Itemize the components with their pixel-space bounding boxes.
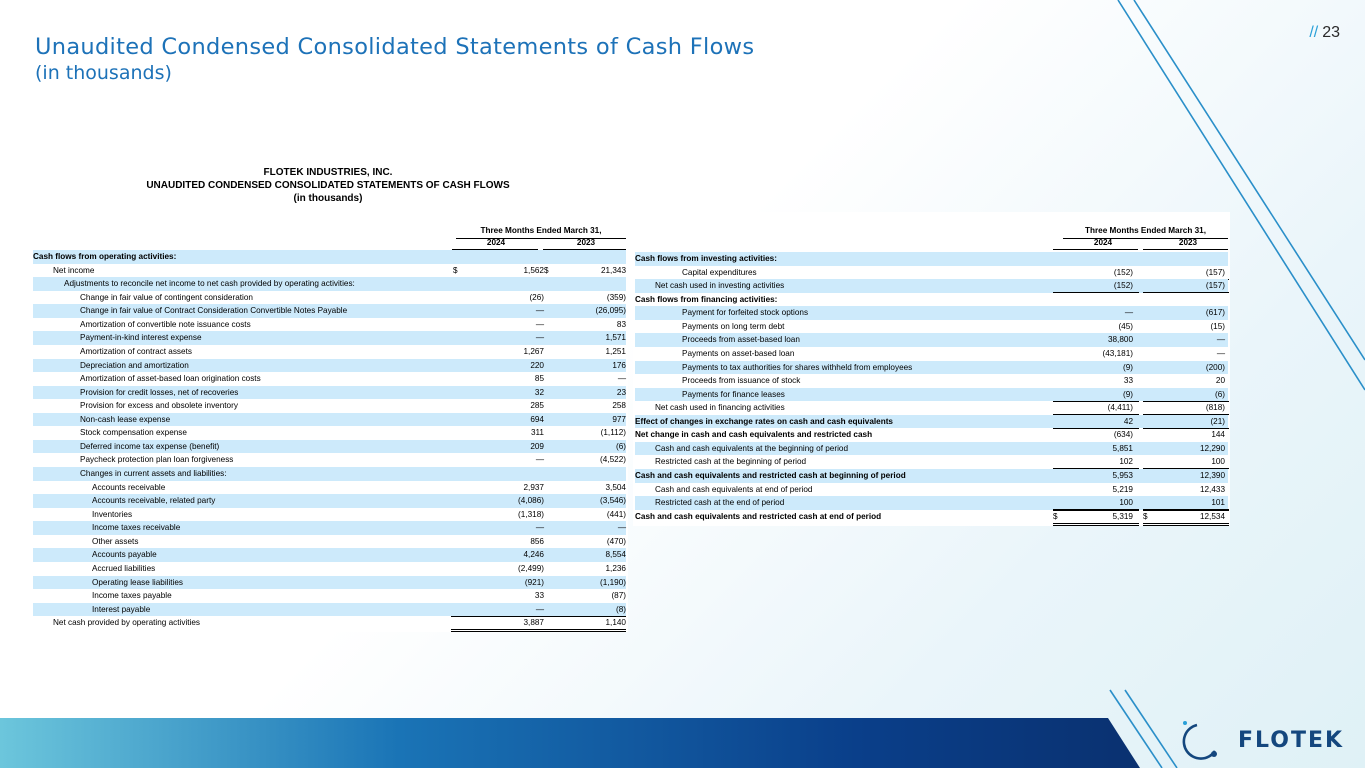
slide-title: Unaudited Condensed Consolidated Statements of Cash Flows [35, 34, 755, 60]
value-2024: (43,181) [1102, 348, 1133, 358]
table-row [33, 589, 626, 603]
table-row [635, 496, 1228, 510]
row-label: Amortization of convertible note issuance costs [80, 319, 251, 329]
row-label: Net cash used in investing activities [655, 281, 785, 291]
company-name: FLOTEK INDUSTRIES, INC. [263, 167, 393, 178]
row-label: Paycheck protection plan loan forgiveness [80, 455, 234, 465]
value-2023: (1,190) [600, 577, 626, 587]
table-row [635, 388, 1228, 402]
value-2023: — [1216, 348, 1225, 358]
value-2024: 33 [534, 591, 544, 601]
table-row [33, 372, 626, 386]
row-label: Proceeds from asset-based loan [682, 335, 800, 345]
table-row [33, 318, 626, 332]
row-label: Provision for excess and obsolete inventory [80, 401, 238, 411]
value-2024: — [535, 523, 544, 533]
row-label: Other assets [92, 536, 139, 546]
table-row [635, 266, 1228, 280]
value-2023: (818) [1205, 403, 1225, 413]
value-2023: (21) [1210, 416, 1225, 426]
value-2023: (6) [1214, 389, 1225, 399]
row-label: Change in fair value of Contract Consideration Convertible Notes Payable [80, 306, 348, 316]
value-2023: (617) [1205, 308, 1225, 318]
value-2024: 285 [530, 401, 544, 411]
table-row [33, 481, 626, 495]
table-row [635, 510, 1228, 524]
row-label: Operating lease liabilities [92, 577, 184, 587]
year-2023-header-right: 2023 [1178, 238, 1198, 247]
value-2023: (157) [1205, 267, 1225, 277]
row-label: Inventories [92, 509, 133, 519]
value-2024: 311 [530, 428, 544, 438]
row-label: Stock compensation expense [80, 428, 187, 438]
row-label: Payment-in-kind interest expense [80, 333, 202, 343]
value-2023: — [617, 523, 626, 533]
row-label: Payments on long term debt [682, 321, 785, 331]
table-row [635, 347, 1228, 361]
value-2024: 220 [530, 360, 544, 370]
table-row [33, 413, 626, 427]
total-rule-top [451, 616, 543, 617]
table-row [33, 250, 626, 264]
investing-financing-panel [633, 212, 1230, 526]
table-row [635, 320, 1228, 334]
row-label: Change in fair value of contingent consideration [80, 292, 253, 302]
table-row [635, 455, 1228, 469]
page-slashes: // [1309, 24, 1319, 41]
value-2023: (359) [606, 292, 626, 302]
value-2023: 12,390 [1199, 471, 1225, 480]
table-row [635, 469, 1228, 483]
value-2024: 2,937 [523, 482, 544, 492]
row-label: Payments for finance leases [682, 389, 785, 399]
row-label: Amortization of contract assets [80, 346, 192, 356]
value-2024: (634) [1113, 430, 1133, 440]
flotek-logo-icon [1176, 718, 1234, 768]
value-2024: 42 [1123, 416, 1133, 426]
table-row [635, 401, 1228, 415]
value-2024: — [535, 319, 544, 329]
value-2024: 4,246 [523, 550, 544, 560]
value-2023: (3,546) [600, 496, 626, 506]
dollar-sign: $ [544, 265, 549, 275]
value-2024: (9) [1122, 362, 1133, 372]
row-label: Interest payable [92, 604, 151, 614]
row-label: Deferred income tax expense (benefit) [80, 441, 220, 451]
value-2023: 8,554 [605, 550, 626, 560]
value-2023: 12,290 [1199, 443, 1225, 453]
row-label: Net change in cash and cash equivalents and restricted cash [635, 430, 873, 440]
page-number [1309, 24, 1340, 42]
value-2024: 100 [1119, 498, 1133, 508]
table-row [635, 306, 1228, 320]
table-row [635, 374, 1228, 388]
value-2023: 12,433 [1199, 484, 1225, 494]
value-2024: (26) [529, 292, 544, 302]
table-row [635, 442, 1228, 456]
value-2023: 83 [616, 319, 626, 329]
value-2023: 12,534 [1199, 511, 1225, 521]
table-row [635, 252, 1228, 266]
value-2023: 23 [616, 387, 626, 397]
value-2024: 1,562 [523, 265, 544, 275]
table-row [33, 603, 626, 617]
row-label: Accounts receivable, related party [92, 496, 216, 506]
row-label: Accrued liabilities [92, 563, 156, 573]
row-label: Capital expenditures [682, 267, 757, 277]
row-label: Cash and cash equivalents at the beginning of period [655, 443, 848, 453]
footer-band [0, 718, 1365, 768]
value-2024: 85 [534, 374, 544, 384]
value-2023: — [617, 374, 626, 384]
row-label: Effect of changes in exchange rates on cash and cash equivalents [635, 416, 893, 426]
table-row [33, 345, 626, 359]
value-2023: (157) [1205, 281, 1225, 291]
table-row [33, 359, 626, 373]
value-2024: 856 [530, 536, 544, 546]
row-label: Changes in current assets and liabilities: [80, 469, 227, 478]
row-label: Restricted cash at the beginning of period [655, 457, 807, 467]
dollar-sign: $ [453, 265, 458, 275]
table-row [635, 415, 1228, 429]
value-2023: — [1216, 335, 1225, 345]
value-2023: (15) [1210, 321, 1225, 331]
row-label: Net cash provided by operating activities [53, 618, 200, 628]
total-rule-double [1143, 523, 1229, 526]
total-rule-double [543, 629, 626, 632]
table-row [33, 399, 626, 413]
total-rule-double [451, 629, 543, 632]
year-2023-header: 2023 [576, 238, 596, 247]
value-2023: (470) [606, 536, 626, 546]
value-2023: 1,236 [605, 563, 626, 573]
year-2024-header: 2024 [486, 238, 506, 247]
row-label: Payment for forfeited stock options [682, 308, 809, 318]
row-label: Accounts receivable [92, 482, 166, 492]
table-row [33, 304, 626, 318]
value-2023: 258 [612, 401, 626, 411]
operating-activities-panel [28, 160, 628, 632]
dollar-sign: $ [1143, 511, 1148, 521]
row-label: Net income [53, 265, 95, 275]
value-2024: (1,318) [518, 509, 544, 519]
row-label: Non-cash lease expense [80, 414, 171, 424]
value-2024: (45) [1118, 321, 1133, 331]
value-2024: 5,219 [1112, 484, 1133, 494]
total-rule-top [543, 616, 626, 617]
row-label: Cash flows from financing activities: [635, 294, 778, 304]
value-2023: (4,522) [600, 455, 626, 465]
table-row [33, 467, 626, 481]
table-row [33, 291, 626, 305]
row-label: Cash and cash equivalents at end of period [655, 484, 813, 494]
table-row [33, 548, 626, 562]
period-header: Three Months Ended March 31, [480, 226, 602, 235]
table-row [635, 483, 1228, 497]
value-2023: (441) [606, 509, 626, 519]
table-row [33, 331, 626, 345]
value-2023: (6) [615, 441, 626, 451]
row-label: Cash flows from operating activities: [33, 252, 177, 261]
value-2023: 1,251 [605, 346, 626, 356]
row-label: Cash and cash equivalents and restricted cash at end of period [635, 511, 882, 521]
table-row [33, 616, 626, 630]
table-row [635, 293, 1228, 307]
row-label: Income taxes receivable [92, 523, 181, 533]
statement-units: (in thousands) [293, 193, 363, 204]
table-row [33, 562, 626, 576]
value-2024: 33 [1123, 376, 1133, 386]
value-2023: 977 [612, 414, 626, 424]
table-row [635, 279, 1228, 293]
row-label: Cash and cash equivalents and restricted cash at beginning of period [635, 471, 906, 480]
table-row [33, 440, 626, 454]
total-rule-double [1053, 523, 1139, 526]
value-2024: 5,851 [1112, 443, 1133, 453]
row-label: Cash flows from investing activities: [635, 254, 777, 263]
value-2023: (200) [1205, 362, 1225, 372]
table-row [635, 361, 1228, 375]
table-row [33, 576, 626, 590]
table-row [33, 386, 626, 400]
row-label: Payments on asset-based loan [682, 348, 795, 358]
value-2023: 144 [1211, 430, 1225, 440]
value-2024: (4,086) [518, 496, 544, 506]
value-2024: (9) [1122, 389, 1133, 399]
dollar-sign: $ [1053, 511, 1058, 521]
flotek-logo-text: FLOTEK [1238, 728, 1345, 753]
total-rule-top [1143, 510, 1229, 511]
value-2024: 32 [534, 387, 544, 397]
row-label: Proceeds from issuance of stock [682, 376, 801, 386]
value-2024: 1,267 [523, 346, 544, 356]
statement-name: UNAUDITED CONDENSED CONSOLIDATED STATEMENTS OF CASH FLOWS [146, 180, 510, 191]
row-label: Amortization of asset-based loan origination costs [80, 374, 261, 384]
value-2024: 102 [1119, 457, 1133, 467]
statement-header [28, 160, 628, 205]
table-row [33, 521, 626, 535]
investing-financing-table [635, 252, 1228, 523]
table-row [33, 508, 626, 522]
row-label: Accounts payable [92, 550, 157, 560]
table-row [33, 535, 626, 549]
value-2024: (4,411) [1107, 403, 1133, 413]
page-number-value: 23 [1322, 24, 1340, 41]
value-2024: 694 [530, 414, 544, 424]
value-2023: 1,140 [605, 618, 626, 628]
operating-activities-table [33, 250, 626, 630]
value-2023: 100 [1211, 457, 1225, 467]
value-2023: 1,571 [605, 333, 626, 343]
value-2023: 101 [1211, 498, 1225, 508]
value-2024: 5,953 [1112, 471, 1133, 480]
year-2024-header-right: 2024 [1093, 238, 1113, 247]
value-2024: 209 [530, 441, 544, 451]
value-2024: (152) [1113, 267, 1133, 277]
row-label: Restricted cash at the end of period [655, 498, 785, 508]
value-2023: 20 [1215, 376, 1225, 386]
table-row [33, 494, 626, 508]
value-2024: (2,499) [518, 563, 544, 573]
table-row [635, 333, 1228, 347]
table-row [33, 426, 626, 440]
value-2023: (1,112) [600, 428, 626, 438]
row-label: Adjustments to reconcile net income to net cash provided by operating activities: [64, 279, 355, 289]
value-2024: 5,319 [1112, 511, 1133, 521]
value-2023: 21,343 [600, 265, 626, 275]
value-2024: (921) [524, 577, 544, 587]
row-label: Depreciation and amortization [80, 360, 189, 370]
table-row [33, 277, 626, 291]
value-2024: — [535, 455, 544, 465]
table-row [33, 264, 626, 278]
row-label: Income taxes payable [92, 591, 172, 601]
row-label: Net cash used in financing activities [655, 403, 785, 413]
value-2023: 176 [612, 360, 626, 370]
table-row [635, 428, 1228, 442]
value-2023: (8) [615, 604, 626, 614]
value-2023: 3,504 [605, 482, 626, 492]
slide-subtitle: (in thousands) [35, 62, 172, 84]
value-2023: (26,095) [595, 306, 626, 316]
value-2023: (87) [611, 591, 626, 601]
value-2024: (152) [1113, 281, 1133, 291]
period-header-right: Three Months Ended March 31, [1084, 226, 1206, 235]
value-2024: — [535, 333, 544, 343]
value-2024: 3,887 [523, 618, 544, 628]
table-row [33, 453, 626, 467]
row-label: Provision for credit losses, net of recoveries [80, 387, 239, 397]
value-2024: — [535, 306, 544, 316]
total-rule-top [1053, 510, 1139, 511]
value-2024: — [1124, 308, 1133, 318]
value-2024: 38,800 [1107, 335, 1133, 345]
value-2024: — [535, 604, 544, 614]
row-label: Payments to tax authorities for shares withheld from employees [682, 362, 913, 372]
